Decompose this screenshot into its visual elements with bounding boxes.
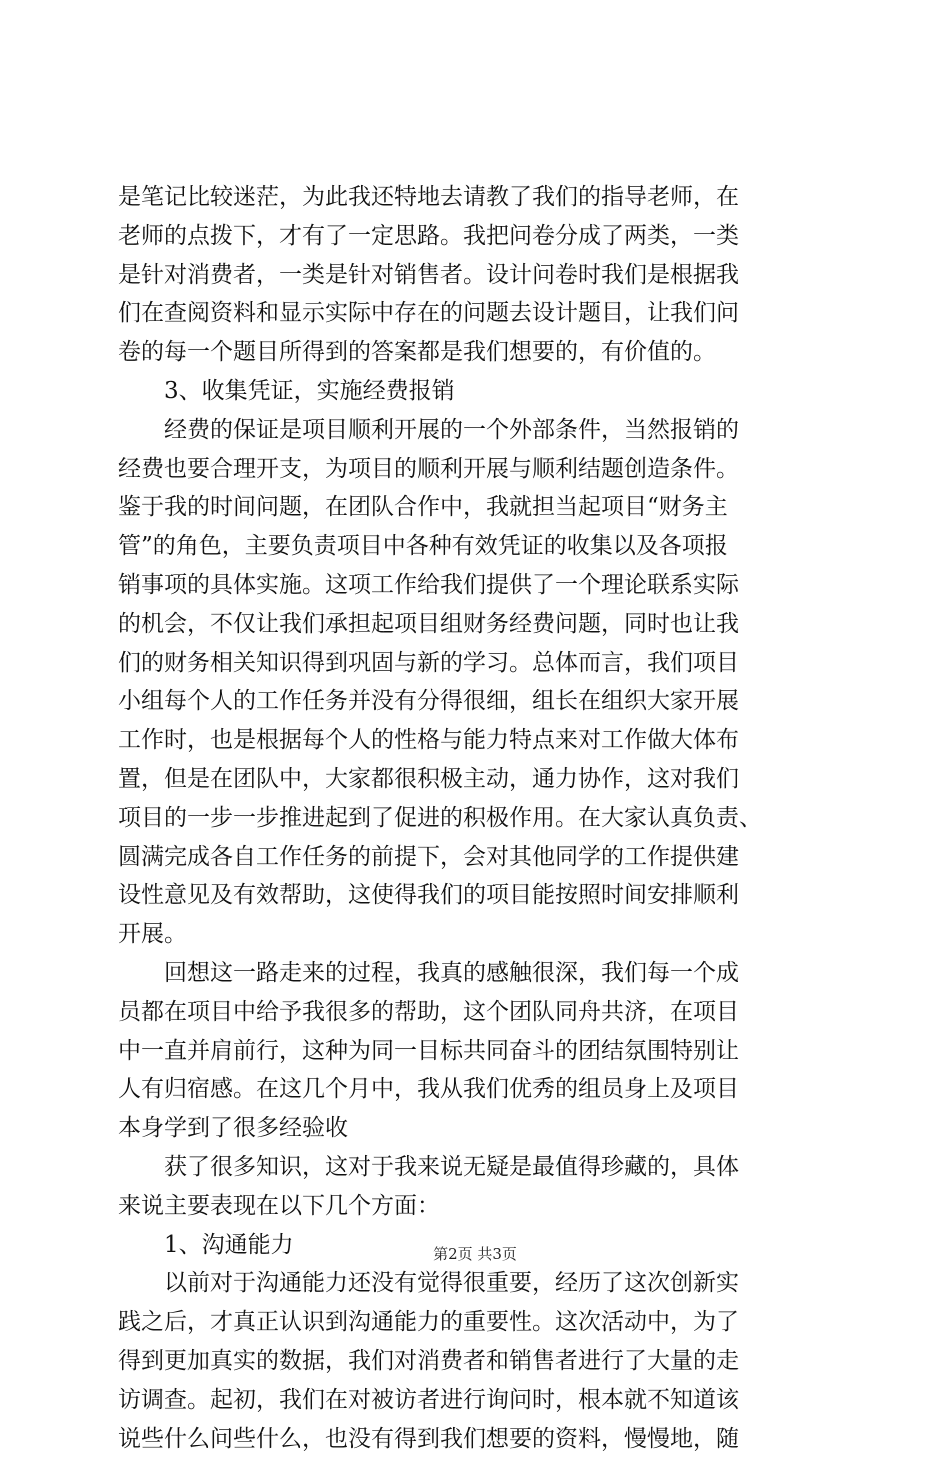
text-line: 开展。: [118, 915, 833, 954]
text-line: 置，但是在团队中，大家都很积极主动，通力协作，这对我们: [118, 760, 833, 799]
text-line: 中一直并肩前行，这种为同一目标共同奋斗的团结氛围特别让: [118, 1032, 833, 1071]
text-line: 访调查。起初，我们在对被访者进行询问时，根本就不知道该: [118, 1381, 833, 1420]
text-line: 说些什么问些什么，也没有得到我们想要的资料，慢慢地，随: [118, 1420, 833, 1458]
document-body: [118, 178, 833, 1458]
text-line: 们在查阅资料和显示实际中存在的问题去设计题目，让我们问: [118, 294, 833, 333]
text-line: 践之后，才真正认识到沟通能力的重要性。这次活动中，为了: [118, 1303, 833, 1342]
text-line: 是笔记比较迷茫，为此我还特地去请教了我们的指导老师，在: [118, 178, 833, 217]
text-line: 回想这一路走来的过程，我真的感触很深，我们每一个成: [118, 954, 833, 993]
section-heading: 1、沟通能力: [118, 1226, 833, 1265]
text-line: 卷的每一个题目所得到的答案都是我们想要的，有价值的。: [118, 333, 833, 372]
text-line: 人有归宿感。在这几个月中，我从我们优秀的组员身上及项目: [118, 1070, 833, 1109]
text-line: 圆满完成各自工作任务的前提下，会对其他同学的工作提供建: [118, 838, 833, 877]
text-line: 得到更加真实的数据，我们对消费者和销售者进行了大量的走: [118, 1342, 833, 1381]
text-line: 设性意见及有效帮助，这使得我们的项目能按照时间安排顺利: [118, 876, 833, 915]
text-line: 项目的一步一步推进起到了促进的积极作用。在大家认真负责、: [118, 799, 833, 838]
text-line: 管”的角色，主要负责项目中各种有效凭证的收集以及各项报: [118, 527, 833, 566]
text-line: 员都在项目中给予我很多的帮助，这个团队同舟共济，在项目: [118, 993, 833, 1032]
text-line: 获了很多知识，这对于我来说无疑是最值得珍藏的，具体: [118, 1148, 833, 1187]
text-line: 销事项的具体实施。这项工作给我们提供了一个理论联系实际: [118, 566, 833, 605]
text-line: 经费也要合理开支，为项目的顺利开展与顺利结题创造条件。: [118, 450, 833, 489]
text-line: 的机会，不仅让我们承担起项目组财务经费问题，同时也让我: [118, 605, 833, 644]
text-line: 是针对消费者，一类是针对销售者。设计问卷时我们是根据我: [118, 256, 833, 295]
page-number-footer: 第2页 共3页: [0, 1244, 950, 1264]
text-line: 本身学到了很多经验收: [118, 1109, 833, 1148]
text-line: 以前对于沟通能力还没有觉得很重要，经历了这次创新实: [118, 1264, 833, 1303]
text-line: 经费的保证是项目顺利开展的一个外部条件，当然报销的: [118, 411, 833, 450]
text-line: 来说主要表现在以下几个方面：: [118, 1187, 833, 1226]
section-heading: 3、收集凭证，实施经费报销: [118, 372, 833, 411]
text-line: 鉴于我的时间问题，在团队合作中，我就担当起项目“财务主: [118, 488, 833, 527]
text-line: 小组每个人的工作任务并没有分得很细，组长在组织大家开展: [118, 682, 833, 721]
text-line: 老师的点拨下，才有了一定思路。我把问卷分成了两类，一类: [118, 217, 833, 256]
text-line: 们的财务相关知识得到巩固与新的学习。总体而言，我们项目: [118, 644, 833, 683]
text-line: 工作时，也是根据每个人的性格与能力特点来对工作做大体布: [118, 721, 833, 760]
